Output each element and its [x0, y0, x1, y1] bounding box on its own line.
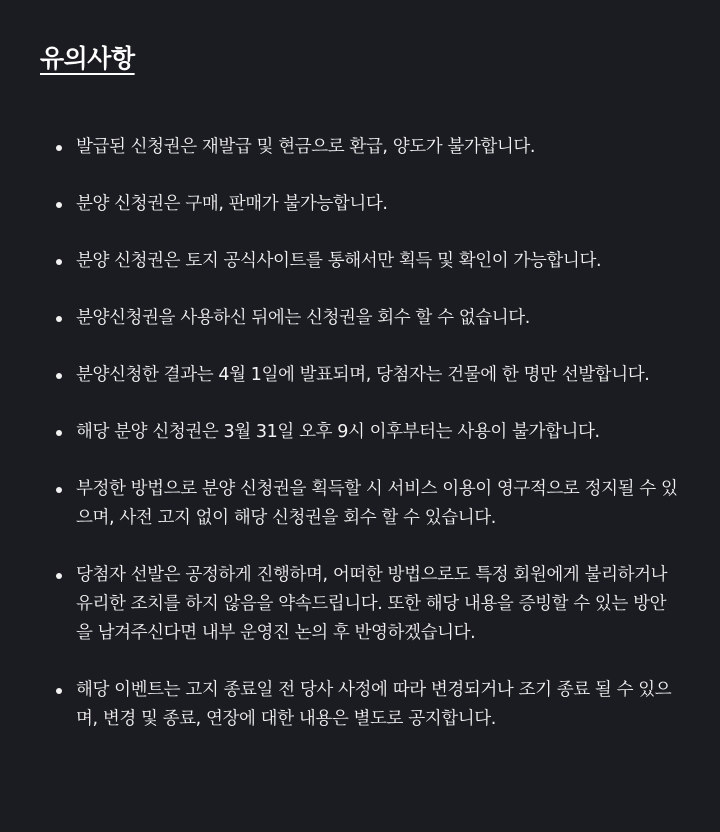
notice-item-text: 분양신청한 결과는 4월 1일에 발표되며, 당첨자는 건물에 한 명만 선발합니다. [76, 365, 650, 385]
notice-item-text: 해당 분양 신청권은 3월 31일 오후 9시 이후부터는 사용이 불가합니다. [76, 422, 600, 442]
bullet-icon [56, 259, 62, 265]
notice-item [40, 676, 680, 734]
notice-item-text: 발급된 신청권은 재발급 및 현금으로 환급, 양도가 불가합니다. [76, 137, 536, 157]
notice-item [40, 418, 680, 447]
notice-item-text: 분양 신청권은 토지 공식사이트를 통해서만 획득 및 확인이 가능합니다. [76, 251, 602, 271]
notice-item-text: 분양 신청권은 구매, 판매가 불가능합니다. [76, 194, 388, 214]
bullet-icon [56, 573, 62, 579]
notice-item [40, 190, 680, 219]
notice-item-text: 분양신청권을 사용하신 뒤에는 신청권을 회수 할 수 없습니다. [76, 308, 530, 328]
notice-item-text: 부정한 방법으로 분양 신청권을 획득할 시 서비스 이용이 영구적으로 정지될 수 있으며, 사전 고지 없이 해당 신청권을 회수 할 수 있습니다. [76, 479, 678, 528]
bullet-icon [56, 202, 62, 208]
notice-item-text: 해당 이벤트는 고지 종료일 전 당사 사정에 따라 변경되거나 조기 종료 될 수 있으며, 변경 및 종료, 연장에 대한 내용은 별도로 공지합니다. [76, 680, 672, 729]
bullet-icon [56, 145, 62, 151]
bullet-icon [56, 316, 62, 322]
bullet-icon [56, 430, 62, 436]
notice-item [40, 247, 680, 276]
notice-item [40, 561, 680, 648]
bullet-icon [56, 487, 62, 493]
bullet-icon [56, 688, 62, 694]
notice-item [40, 361, 680, 390]
notice-item-text: 당첨자 선발은 공정하게 진행하며, 어떠한 방법으로도 특정 회원에게 불리하거나 유리한 조치를 하지 않음을 약속드립니다. 또한 해당 내용을 증빙할 수 있는 방안을 남겨주신다면 내부 운영진 논의 후 반영하겠습니다. [76, 565, 668, 643]
bullet-icon [56, 373, 62, 379]
notice-item [40, 304, 680, 333]
notice-list [40, 133, 680, 734]
notice-title: 유의사항 [40, 44, 135, 73]
notice-item [40, 133, 680, 162]
notice-item [40, 475, 680, 533]
